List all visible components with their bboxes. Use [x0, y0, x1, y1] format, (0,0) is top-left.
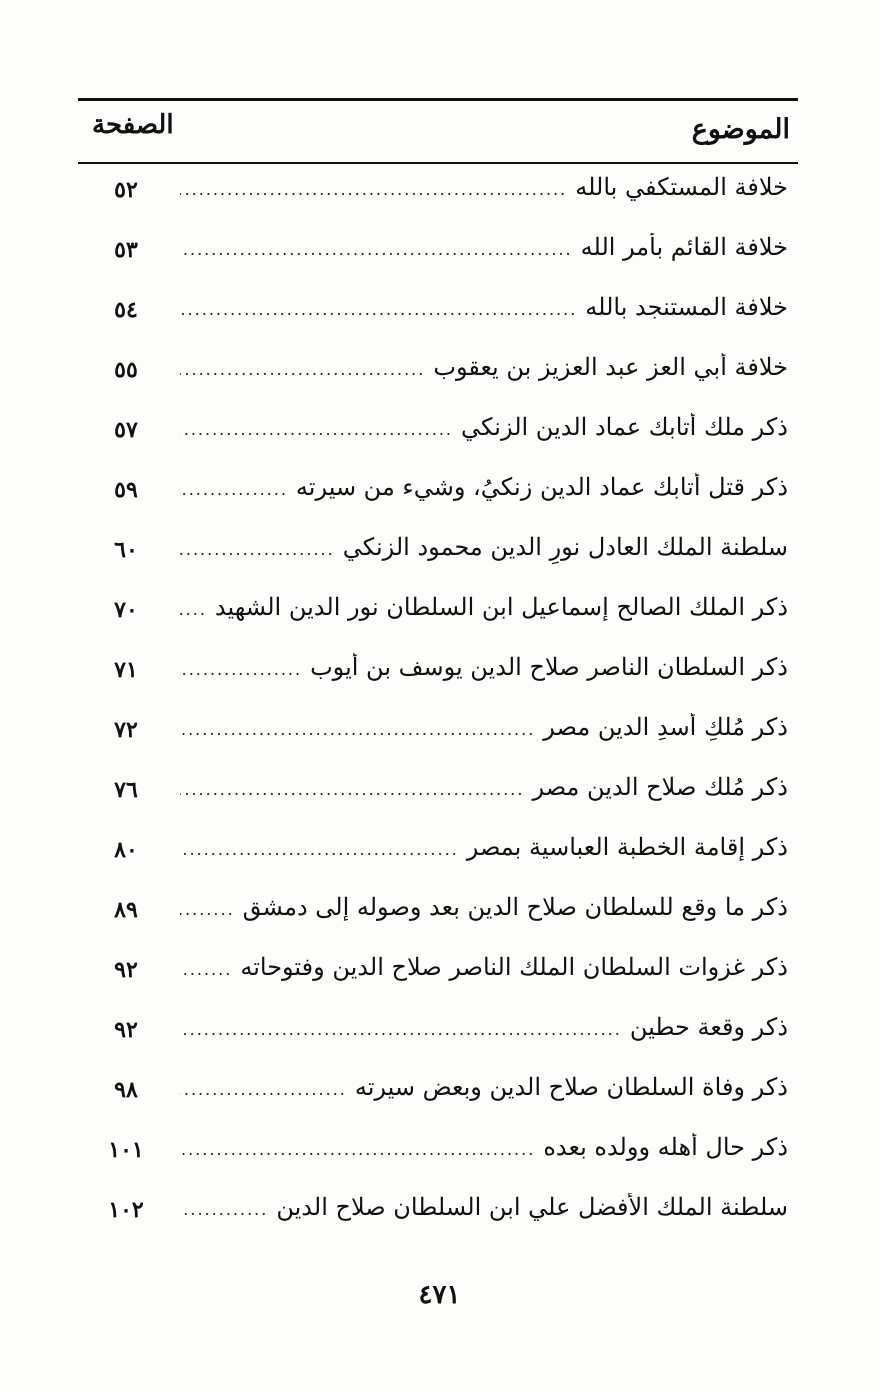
page-folio-number: ٤٧١ [418, 1280, 461, 1310]
topic-column-heading: الموضوع [691, 114, 790, 145]
toc-entry [78, 285, 798, 345]
entry-page-number: ٧٦ [114, 777, 138, 803]
entry-page-number: ١٠٢ [108, 1197, 144, 1223]
entry-title: ذكر غزوات السلطان الملك الناصر صلاح الدين وفتوحاته [240, 953, 788, 981]
toc-entry [78, 945, 798, 1005]
entry-title: ذكر قتل أتابك عماد الدين زنكيُ، وشيء من سيرته [295, 473, 788, 501]
leader-dots [180, 420, 453, 439]
entry-title: ذكر ملك أتابك عماد الدين الزنكي [461, 413, 788, 441]
top-rule [78, 98, 798, 101]
leader-dots [180, 720, 535, 739]
toc-entry [78, 1125, 798, 1185]
entry-title: خلافة المستكفي بالله [575, 173, 788, 201]
leader-dots [180, 480, 288, 499]
entry-page-number: ١٠١ [108, 1137, 144, 1163]
entry-title: ذكر وقعة حطين [629, 1013, 788, 1041]
entry-page-number: ٩٢ [114, 1017, 138, 1043]
leader-dots [180, 840, 459, 859]
toc-entry [78, 465, 798, 525]
entry-page-number: ٥٢ [114, 177, 138, 203]
entry-page-number: ٧١ [114, 657, 138, 683]
header-rule [78, 162, 798, 164]
toc-entry [78, 645, 798, 705]
entry-title: ذكر إقامة الخطبة العباسية بمصر [466, 833, 788, 861]
leader-dots [180, 1200, 268, 1219]
toc-entry [78, 225, 798, 285]
leader-dots [180, 180, 567, 199]
entry-title: ذكر حال أهله وولده بعده [543, 1133, 788, 1161]
table-header [78, 108, 798, 156]
entry-title: سلطنة الملك الأفضل علي ابن السلطان صلاح الدين [276, 1193, 788, 1221]
entry-title: ذكر مُلك صلاح الدين مصر [532, 773, 788, 801]
entry-page-number: ٥٣ [114, 237, 138, 263]
leader-dots [180, 780, 524, 799]
entry-title: خلافة المستنجد بالله [585, 293, 788, 321]
toc-entry [78, 1005, 798, 1065]
toc-entry [78, 825, 798, 885]
toc-entry [78, 885, 798, 945]
leader-dots [180, 300, 577, 319]
toc-entry [78, 765, 798, 825]
leader-dots [180, 1140, 535, 1159]
entry-page-number: ٥٩ [114, 477, 138, 503]
entry-page-number: ٩٢ [114, 957, 138, 983]
leader-dots [180, 240, 573, 259]
toc-entry [78, 345, 798, 405]
leader-dots [180, 600, 207, 619]
entry-title: ذكر مُلكِ أسدِ الدين مصر [543, 713, 788, 741]
entry-page-number: ٥٧ [114, 417, 138, 443]
entry-page-number: ٥٤ [114, 297, 138, 323]
leader-dots [180, 900, 235, 919]
entry-title: خلافة القائم بأمر الله [580, 233, 788, 261]
entry-page-number: ٦٠ [114, 537, 138, 563]
entry-title: ذكر السلطان الناصر صلاح الدين يوسف بن أيوب [310, 653, 788, 681]
entry-page-number: ٨٩ [114, 897, 138, 923]
entry-title: سلطنة الملك العادل نورِ الدين محمود الزنكي [342, 533, 788, 561]
leader-dots [180, 1080, 347, 1099]
leader-dots [180, 960, 232, 979]
entry-page-number: ٨٠ [114, 837, 138, 863]
toc-entry [78, 1185, 798, 1245]
toc-entry [78, 585, 798, 645]
leader-dots [180, 540, 335, 559]
leader-dots [180, 1020, 622, 1039]
toc-entry [78, 525, 798, 585]
leader-dots [180, 360, 425, 379]
page-column-heading: الصفحة [92, 110, 174, 140]
toc-entry [78, 405, 798, 465]
entry-title: ذكر الملك الصالح إسماعيل ابن السلطان نور الدين الشهيد [214, 593, 788, 621]
entry-page-number: ٧٢ [114, 717, 138, 743]
entry-title: ذكر ما وقع للسلطان صلاح الدين بعد وصوله إلى دمشق [242, 893, 788, 921]
entry-page-number: ٩٨ [114, 1077, 138, 1103]
toc-entry [78, 165, 798, 225]
entry-page-number: ٥٥ [114, 357, 138, 383]
toc-entry [78, 705, 798, 765]
entry-title: ذكر وفاة السلطان صلاح الدين وبعض سيرته [354, 1073, 788, 1101]
entry-title: خلافة أبي العز عبد العزيز بن يعقوب [433, 353, 788, 381]
toc-entry [78, 1065, 798, 1125]
entry-page-number: ٧٠ [114, 597, 138, 623]
leader-dots [180, 660, 302, 679]
